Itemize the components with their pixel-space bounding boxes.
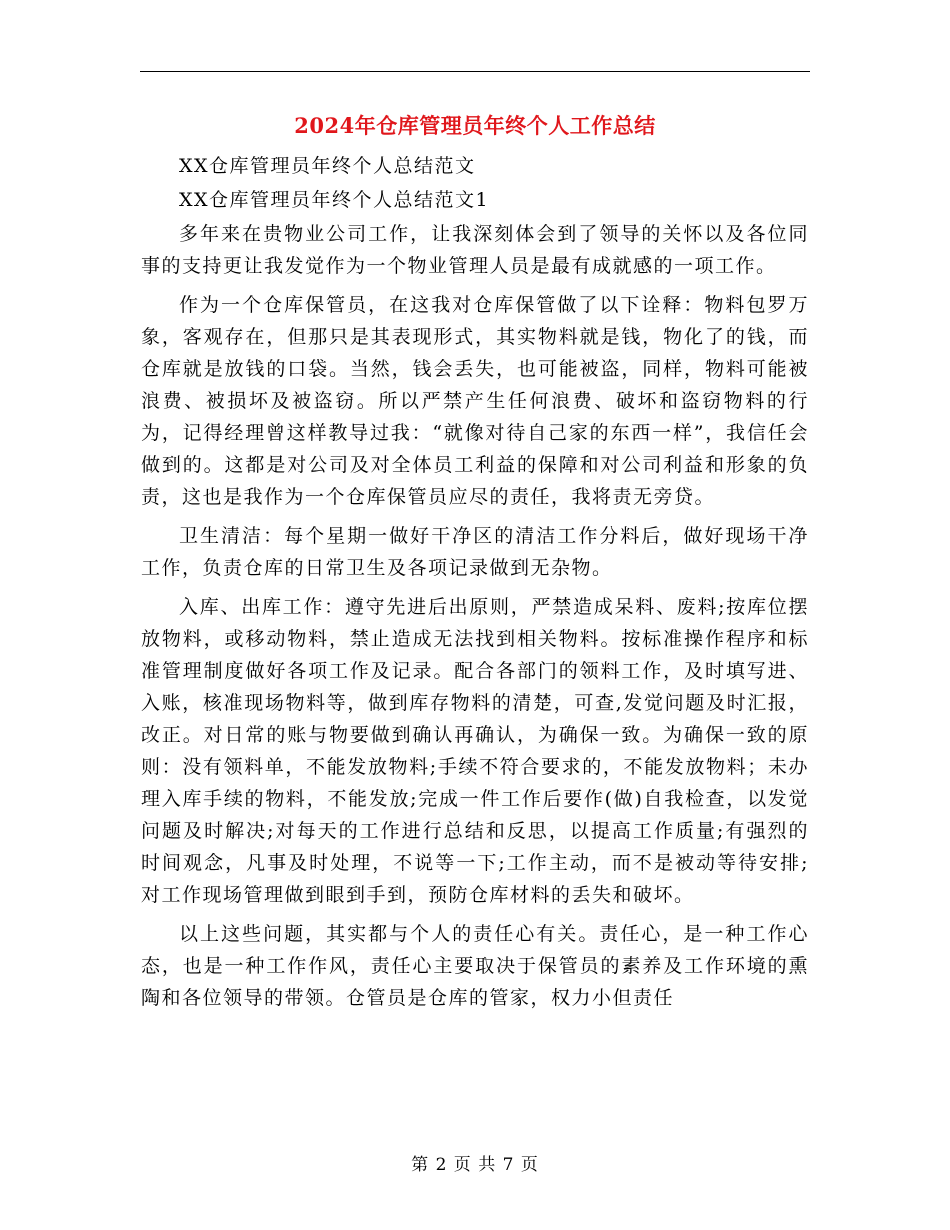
document-title: 2024年仓库管理员年终个人工作总结 (294, 113, 656, 138)
paragraph-subtitle-1: XX仓库管理员年终个人总结范文 (179, 155, 476, 177)
paragraph-subtitle-2: XX仓库管理员年终个人总结范文1 (179, 189, 490, 211)
paragraph-intro: 多年来在贵物业公司工作，让我深刻体会到了领导的关怀以及各位同事的支持更让我发觉作为一个物业管理人员是最有成就感的一项工作。 (141, 223, 809, 277)
paragraph-inbound-outbound: 入库、出库工作：遵守先进后出原则，严禁造成呆料、废料;按库位摆放物料，或移动物料，禁止造成无法找到相关物料。按标准操作程序和标准管理制度做好各项工作及记录。配合各部门的领料工作，及时填写进、入账，核准现场物料等，做到库存物料的清楚，可查,发觉问题及时汇报，改正。对日常的账与物要做到确认再确认，为确保一致。为确保一致的原则：没有领料单，不能发放物料;手续不符合要求的，不能发放物料；未办理入库手续的物料，不能发放;完成一件工作后要作(做)自我检查，以发觉问题及时解决;对每天的工作进行总结和反思，以提高工作质量;有强烈的时间观念，凡事及时处理，不说等一下;工作主动，而不是被动等待安排;对工作现场管理做到眼到手到，预防仓库材料的丢失和破坏。 (141, 596, 809, 906)
paragraph-cleaning: 卫生清洁：每个星期一做好干净区的清洁工作分料后，做好现场干净工作，负责仓库的日常卫生及各项记录做到无杂物。 (141, 525, 809, 579)
document-body (141, 150, 809, 1021)
paragraph-role: 作为一个仓库保管员，在这我对仓库保管做了以下诠释：物料包罗万象，客观存在，但那只是其表现形式，其实物料就是钱，物化了的钱，而仓库就是放钱的口袋。当然，钱会丢失，也可能被盗，同样，物料可能被浪费、被损坏及被盗窃。所以严禁产生任何浪费、破坏和盗窃物料的行为，记得经理曾这样教导过我：“就像对待自己家的东西一样”，我信任会做到的。这都是对公司及对全体员工利益的保障和对公司利益和形象的负责，这也是我作为一个仓库保管员应尽的责任，我将责无旁贷。 (141, 294, 809, 508)
page-number: 第 2 页 共 7 页 (411, 1155, 539, 1175)
header-rule (140, 71, 810, 72)
paragraph-responsibility: 以上这些问题，其实都与个人的责任心有关。责任心，是一种工作心态，也是一种工作作风，责任心主要取决于保管员的素养及工作环境的熏陶和各位领导的带领。仓管员是仓库的管家，权力小但责任 (141, 923, 809, 1009)
